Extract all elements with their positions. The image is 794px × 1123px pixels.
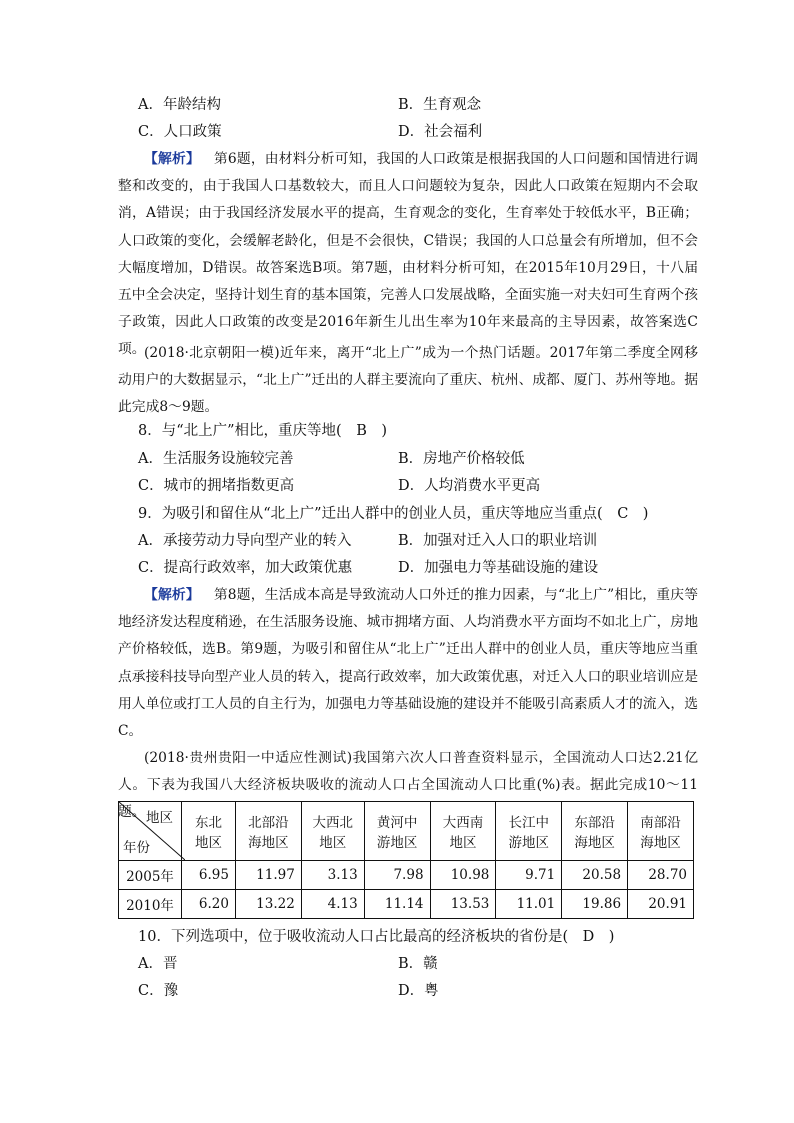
q10-option-d: D．粤 <box>398 983 439 999</box>
analysis-2-tag: 【解析】 <box>144 587 200 603</box>
table-cell: 13.53 <box>430 890 496 919</box>
table-header-cell: 东部沿 海地区 <box>562 802 628 861</box>
analysis-1-text: 第6题，由材料分析可知，我国的人口政策是根据我国的人口问题和国情进行调整和改变的，由于我国人口基数较大，而且人口问题较为复杂，因此人口政策在短期内不会取消，A错误；由于我国经济发展水平的提高，生育观念的变化，生育率处于较低水平，B正确；人口政策的变化，会缓解老龄化，但是不会很快，C错误；我国的人口总量会有所增加，但不会大幅度增加，D错误。故答案选B项。第7题，由材料分析可知，在2015年10月29日，十八届五中全会决定，坚持计划生育的基本国策，完善人口发展战略，全面实施一对夫妇可生育两个孩子政策，因此人口政策的改变是2016年新生儿出生率为10年来最高的主导因素，故答案选C项。 <box>118 151 698 358</box>
q9-stem: 9．为吸引和留住从“北上广”迁出人群中的创业人员，重庆等地应当重点( C ) <box>138 506 649 522</box>
table-cell: 13.22 <box>235 890 301 919</box>
table-cell: 4.13 <box>301 890 364 919</box>
analysis-2-text: 第8题，生活成本高是导致流动人口外迁的推力因素，与“北上广”相比，重庆等地经济发达程度稍逊，在生活服务设施、城市拥堵方面、人均消费水平方面均不如北上广，房地产价格较低，选B。第9题，为吸引和留住从“北上广”迁出人群中的创业人员，重庆等地应当重点承接科技导向型产业人员的转入，提高行政效率，加大政策优惠，对迁入人口的职业培训应是用人单位或打工人员的自主行为，加强电力等基础设施的建设并不能吸引高素质人才的流入，选C。 <box>118 587 698 740</box>
q8-option-d: D．人均消费水平更高 <box>398 478 541 494</box>
table-header-row <box>119 802 694 861</box>
table-header-cell: 大西北 地区 <box>301 802 364 861</box>
material-1-text: (2018·北京朝阳一模)近年来，离开“北上广”成为一个热门话题。2017年第二季度全网移动用户的大数据显示，“北上广”迁出的人群主要流向了重庆、杭州、成都、厦门、苏州等地。据此完成8～9题。 <box>118 345 698 416</box>
analysis-2 <box>118 582 698 745</box>
material-1 <box>118 340 698 422</box>
q9-option-c: C．提高行政效率，加大政策优惠 <box>138 560 353 576</box>
q7-option-c: C．人口政策 <box>138 124 222 140</box>
table-cell: 28.70 <box>628 861 694 890</box>
corner-label-year: 年份 <box>123 840 150 856</box>
table-year-cell: 2005年 <box>119 861 182 890</box>
q10-option-b: B．赣 <box>398 956 438 972</box>
table-cell: 11.14 <box>364 890 430 919</box>
q8-stem: 8．与“北上广”相比，重庆等地( B ) <box>138 423 388 439</box>
table-header-cell: 东北 地区 <box>182 802 236 861</box>
table-cell: 10.98 <box>430 861 496 890</box>
analysis-1-tag: 【解析】 <box>144 151 200 167</box>
table-cell: 9.71 <box>496 861 562 890</box>
table-row <box>119 890 694 919</box>
material-2-text: (2018·贵州贵阳一中适应性测试)我国第六次人口普查资料显示，全国流动人口达2.21亿人。下表为我国八大经济板块吸收的流动人口占全国流动人口比重(%)表。据此完成10～11题。 <box>118 750 698 821</box>
table-header-cell: 北部沿 海地区 <box>235 802 301 861</box>
q10-option-c: C．豫 <box>138 983 179 999</box>
table-header-cell: 大西南 地区 <box>430 802 496 861</box>
q10-stem: 10．下列选项中，位于吸收流动人口占比最高的经济板块的省份是( D ) <box>138 929 615 945</box>
table-cell: 11.97 <box>235 861 301 890</box>
q7-option-d: D．社会福利 <box>398 124 483 140</box>
table-header-cell: 南部沿 海地区 <box>628 802 694 861</box>
table-header-cell: 黄河中 游地区 <box>364 802 430 861</box>
table-row <box>119 861 694 890</box>
table-corner-cell <box>119 802 182 861</box>
q10-option-a: A．晋 <box>138 956 178 972</box>
q7-option-b: B．生育观念 <box>398 97 482 113</box>
q9-option-d: D．加强电力等基础设施的建设 <box>398 560 599 576</box>
q9-option-a: A．承接劳动力导向型产业的转入 <box>138 533 352 549</box>
table-cell: 20.58 <box>562 861 628 890</box>
q7-option-a: A．年龄结构 <box>138 97 221 113</box>
table-header-cell: 长江中 游地区 <box>496 802 562 861</box>
q9-option-b: B．加强对迁入人口的职业培训 <box>398 533 598 549</box>
corner-label-region: 地区 <box>146 810 173 826</box>
table-cell: 3.13 <box>301 861 364 890</box>
q8-option-c: C．城市的拥堵指数更高 <box>138 478 295 494</box>
table-cell: 19.86 <box>562 890 628 919</box>
table-year-cell: 2010年 <box>119 890 182 919</box>
table-cell: 6.20 <box>182 890 236 919</box>
q8-option-b: B．房地产价格较低 <box>398 451 525 467</box>
migration-share-table <box>118 801 694 919</box>
table-cell: 20.91 <box>628 890 694 919</box>
table-cell: 11.01 <box>496 890 562 919</box>
q8-option-a: A．生活服务设施较完善 <box>138 451 294 467</box>
analysis-1 <box>118 146 698 364</box>
table-cell: 7.98 <box>364 861 430 890</box>
table-cell: 6.95 <box>182 861 236 890</box>
